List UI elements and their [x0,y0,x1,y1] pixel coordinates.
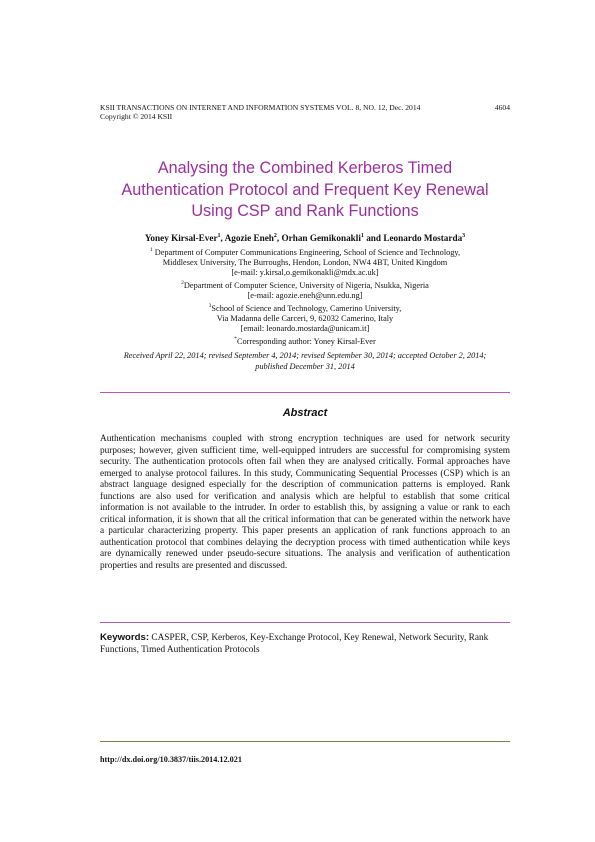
affiliation-3-line-2: Via Madanna delle Carceri, 9, 62032 Camerino, Italy [216,313,394,323]
keywords-label: Keywords: [100,632,150,643]
abstract-text: Authentication mechanisms coupled with strong encryption techniques are used for network security purposes; however, given sufficient time, well-equipped intruders are successful for compromising system security. The authentication protocols often fail when they are analysed critically. Formal approaches have emerged to analyse protocol failures. In this study, Communicating Sequential Processes (CSP) which is an abstract language designed especially for the description of communication patterns is employed. Rank functions are also used for verification and analysis which are helpful to establish that some critical information is not available to the intruder. In order to establish this, by assigning a value or rank to each critical information, it is shown that all the critical information that can be generated within the network have a particular characterizing property. This paper presents an application of rank functions approach to an authentication protocol that combines delaying the decryption process with timed authentication while keys are dynamically renewed under pseudo-secure situations. The analysis and verification of authentication properties and results are presented and discussed. [100,434,510,572]
journal-name: KSII TRANSACTIONS ON INTERNET AND INFORMATION SYSTEMS VOL. 8, NO. 12, Dec. 2014 [100,103,421,112]
author-separator: , [220,233,225,244]
keywords-text: CASPER, CSP, Kerberos, Key-Exchange Protocol, Key Renewal, Network Security, Rank Functions, Timed Authentication Protocols [100,633,489,655]
corresponding-author [60,334,550,347]
dates-line-1: Received April 22, 2014; revised September 4, 2014; revised September 30, 2014; accepted October 2, 2014; [123,351,487,360]
title-line-2: Authentication Protocol and Frequent Key Renewal [121,180,489,199]
affil-text: School of Science and Technology, Camerino University, [211,303,402,313]
author-separator: and [363,233,384,244]
page-number: 4604 [494,103,510,112]
affiliation-1-line-1 [60,245,550,258]
affiliation-1-line-2: Middlesex University, The Burroughs, Hendon, London, NW4 4BT, United Kingdom [162,257,448,267]
running-header [100,103,420,121]
author-list [60,233,550,243]
affiliation-3-line-1 [60,301,550,314]
copyright: Copyright © 2014 KSII [100,112,173,121]
author-name: Agozie Eneh [224,233,274,244]
affiliation-1-email: [e-mail: y.kirsal,o.gemikonakli@mdx.ac.uk] [231,267,379,277]
dates-line-2: published December 31, 2014 [255,361,355,371]
author-affil-sup: 2 [273,233,277,239]
affil-sup: 2 [181,280,184,287]
author-separator: , [276,233,282,244]
affil-sup: 3 [208,303,212,309]
doi-link[interactable]: http://dx.doi.org/10.3837/tiis.2014.12.021 [100,755,242,764]
divider-middle [100,622,510,623]
author-name: Yoney Kirsal-Ever [144,233,218,244]
affil-sup: 1 [149,247,153,253]
affiliations [60,245,550,347]
divider-top [100,392,510,393]
submission-dates [95,351,515,372]
title-line-1: Analysing the Combined Kerberos Timed [157,159,453,177]
corr-text: Corresponding author: Yoney Kirsal-Ever [237,336,376,346]
author-affil-sup: 3 [462,233,466,239]
affiliation-2-line-1 [60,278,550,291]
affil-text: Department of Computer Science, University of Nigeria, Nsukka, Nigeria [183,280,429,290]
author-affil-sup: 1 [217,233,221,239]
title-line-3: Using CSP and Rank Functions [191,202,419,220]
divider-footer [100,741,510,742]
author-name: Leonardo Mostarda [383,233,463,244]
affil-text: Department of Computer Communications Engineering, School of Science and Technology, [152,247,461,257]
keywords [100,632,510,656]
author-affil-sup: 1 [360,233,364,239]
affiliation-2-email: [e-mail: agozie.eneh@unn.edu.ng] [247,290,363,300]
abstract-heading: Abstract [282,407,328,419]
author-name: Orhan Gemikonakli [281,233,361,244]
corr-sup: * [234,336,237,343]
affiliation-3-email: [email: leonardo.mostarda@unicam.it] [240,323,370,333]
paper-title [60,158,550,223]
